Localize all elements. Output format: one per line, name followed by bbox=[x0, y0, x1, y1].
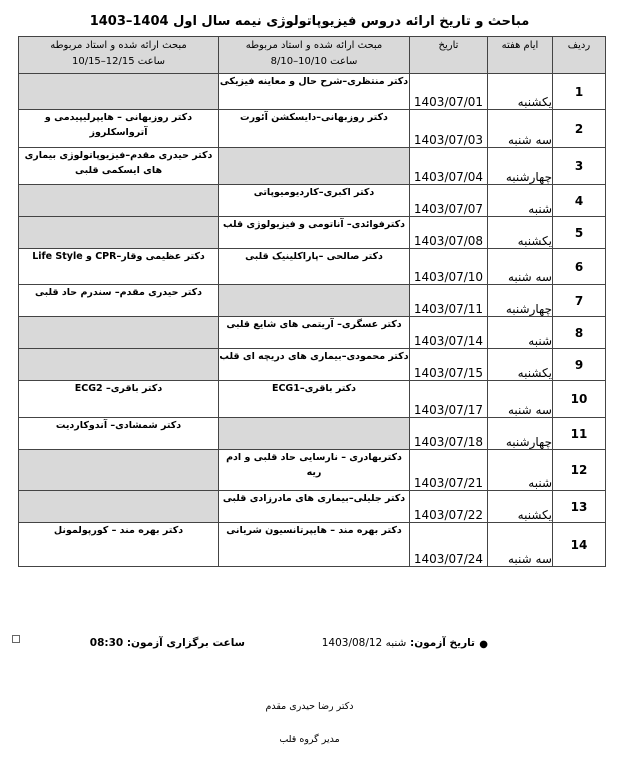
day-of-week: یکشنبه bbox=[488, 74, 553, 110]
row-number: 11 bbox=[553, 418, 606, 450]
topic-session-1: دکتر صالحی –پاراکلینیک قلبی bbox=[219, 249, 410, 285]
topic-session-2 bbox=[19, 491, 219, 523]
table-row bbox=[19, 249, 606, 285]
topic-session-2 bbox=[19, 349, 219, 381]
topic-session-1: دکتربهادری – نارسایی حاد قلبی و ادم ریه bbox=[219, 450, 410, 491]
table-row bbox=[19, 110, 606, 148]
row-number: 14 bbox=[553, 523, 606, 567]
topic-session-2 bbox=[19, 74, 219, 110]
bullet-icon: ● bbox=[479, 639, 488, 650]
day-of-week: شنبه bbox=[488, 450, 553, 491]
topic-session-1: دکتر روزبهانی–دایسکشن آئورت bbox=[219, 110, 410, 148]
topic-session-1: دکتر عسگری– آریتمی های شایع قلبی bbox=[219, 317, 410, 349]
session-date: 1403/07/18 bbox=[410, 418, 488, 450]
row-number: 6 bbox=[553, 249, 606, 285]
day-of-week: چهارشنبه bbox=[488, 418, 553, 450]
session-date: 1403/07/24 bbox=[410, 523, 488, 567]
row-number: 7 bbox=[553, 285, 606, 317]
row-number: 8 bbox=[553, 317, 606, 349]
day-of-week: یکشنبه bbox=[488, 349, 553, 381]
topic-session-1 bbox=[219, 418, 410, 450]
topic-session-2 bbox=[19, 450, 219, 491]
day-of-week: یکشنبه bbox=[488, 217, 553, 249]
row-number: 10 bbox=[553, 381, 606, 418]
exam-date: تاریخ آزمون: شنبه 1403/08/12 bbox=[321, 637, 475, 649]
topic-session-1: دکتر بهره مند – هایپرتانسیون شریانی bbox=[219, 523, 410, 567]
table-header-row bbox=[19, 37, 606, 74]
table-row bbox=[19, 217, 606, 249]
table-row bbox=[19, 74, 606, 110]
row-number: 9 bbox=[553, 349, 606, 381]
day-of-week: یکشنبه bbox=[488, 491, 553, 523]
row-number: 2 bbox=[553, 110, 606, 148]
day-of-week: چهارشنبه bbox=[488, 148, 553, 185]
topic-session-2: دکتر عظیمی وقار–CPR و Life Style bbox=[19, 249, 219, 285]
topic-session-2: دکتر شمشادی– آندوکاردیت bbox=[19, 418, 219, 450]
header-date: تاریخ bbox=[410, 37, 488, 74]
row-number: 3 bbox=[553, 148, 606, 185]
session-date: 1403/07/04 bbox=[410, 148, 488, 185]
session-date: 1403/07/22 bbox=[410, 491, 488, 523]
table-row bbox=[19, 523, 606, 567]
signature-name: دکتر رضا حیدری مقدم bbox=[265, 701, 354, 712]
row-number: 13 bbox=[553, 491, 606, 523]
row-number: 12 bbox=[553, 450, 606, 491]
topic-session-1: دکترفوائدی– آناتومی و فیزیولوژی قلب bbox=[219, 217, 410, 249]
topic-session-1: دکتر منتظری–شرح حال و معاینه فیزیکی bbox=[219, 74, 410, 110]
day-of-week: سه شنبه bbox=[488, 110, 553, 148]
table-row bbox=[19, 285, 606, 317]
table-row bbox=[19, 185, 606, 217]
topic-session-2: دکتر بهره مند – کورپولمونل bbox=[19, 523, 219, 567]
header-day: ایام هفته bbox=[488, 37, 553, 74]
header-row-num: ردیف bbox=[553, 37, 606, 74]
topic-session-2: دکتر باقری– ECG2 bbox=[19, 381, 219, 418]
table-row bbox=[19, 317, 606, 349]
table-row bbox=[19, 491, 606, 523]
table-row bbox=[19, 349, 606, 381]
day-of-week: شنبه bbox=[488, 317, 553, 349]
topic-session-2 bbox=[19, 185, 219, 217]
topic-session-1 bbox=[219, 148, 410, 185]
table-row bbox=[19, 418, 606, 450]
row-number: 1 bbox=[553, 74, 606, 110]
topic-session-2 bbox=[19, 317, 219, 349]
topic-session-2 bbox=[19, 217, 219, 249]
exam-time: ساعت برگزاری آزمون: 08:30 bbox=[89, 637, 245, 649]
session-date: 1403/07/11 bbox=[410, 285, 488, 317]
day-of-week: چهارشنبه bbox=[488, 285, 553, 317]
session-date: 1403/07/01 bbox=[410, 74, 488, 110]
table-row bbox=[19, 148, 606, 185]
day-of-week: سه شنبه bbox=[488, 523, 553, 567]
session-date: 1403/07/14 bbox=[410, 317, 488, 349]
day-of-week: سه شنبه bbox=[488, 249, 553, 285]
topic-session-1 bbox=[219, 285, 410, 317]
table-row bbox=[19, 381, 606, 418]
day-of-week: سه شنبه bbox=[488, 381, 553, 418]
topic-session-1: دکتر محمودی–بیماری های دریچه ای قلب bbox=[219, 349, 410, 381]
topic-session-1: دکتر باقری–ECG1 bbox=[219, 381, 410, 418]
topic-session-2: دکتر روزبهانی – هایپرلیپیدمی و آترواسکلروز bbox=[19, 110, 219, 148]
topic-session-2: دکتر حیدری مقدم– سندرم حاد قلبی bbox=[19, 285, 219, 317]
session-date: 1403/07/03 bbox=[410, 110, 488, 148]
session-date: 1403/07/17 bbox=[410, 381, 488, 418]
header-topic-session-1: مبحث ارائه شده و استاد مربوطه ساعت 10/10–8/10 bbox=[219, 37, 410, 74]
session-date: 1403/07/08 bbox=[410, 217, 488, 249]
exam-info bbox=[18, 637, 605, 661]
table-row bbox=[19, 450, 606, 491]
day-of-week: شنبه bbox=[488, 185, 553, 217]
session-date: 1403/07/21 bbox=[410, 450, 488, 491]
session-date: 1403/07/07 bbox=[410, 185, 488, 217]
topic-session-2: دکتر حیدری مقدم–فیزیوپاتولوژی بیماری های ایسکمی قلبی bbox=[19, 148, 219, 185]
header-topic-session-2: مبحث ارائه شده و استاد مربوطه ساعت 12/15–10/15 bbox=[19, 37, 219, 74]
row-number: 4 bbox=[553, 185, 606, 217]
signature-role: مدیر گروه قلب bbox=[279, 734, 340, 745]
session-date: 1403/07/10 bbox=[410, 249, 488, 285]
row-number: 5 bbox=[553, 217, 606, 249]
topic-session-1: دکتر اکبری–کاردیومیوپاتی bbox=[219, 185, 410, 217]
schedule-table bbox=[18, 36, 606, 567]
page-title: مباحث و تاریخ ارائه دروس فیزیوپاتولوژی نیمه سال اول 1404–1403 bbox=[89, 14, 530, 29]
session-date: 1403/07/15 bbox=[410, 349, 488, 381]
topic-session-1: دکتر جلیلی–بیماری های مادرزادی قلبی bbox=[219, 491, 410, 523]
